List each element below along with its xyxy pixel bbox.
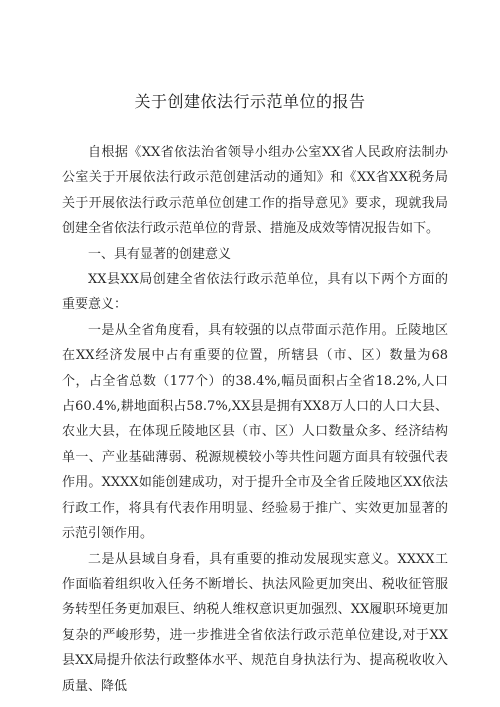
body-paragraph: 一是从全省角度看，具有较强的以点带面示范作用。丘陵地区在XX经济发展中占有重要的位置，所辖县（市、区）数量为68个，占全省总数（177个）的38.4%,幅员面积占全省18.2%,人口占60.4%,耕地面积占58.7%,XX县是拥有XX8万人口的人口大县、农业大县，在体现丘陵地区县（市、区）人口数量众多、经济结构单一、产业基础薄弱、税源规模较小等共性问题方面具有较强代表作用。XXXX如能创建成功，对于提升全市及全省丘陵地区XX依法行政工作，将具有代表作用明显、经验易于推广、实效更加显著的示范引领作用。 <box>62 322 448 542</box>
body-paragraph: XX县XX局创建全省依法行政示范单位，具有以下两个方面的重要意义： <box>62 272 448 313</box>
section-heading: 一、具有显著的创建意义 <box>88 246 232 262</box>
body-paragraph: 二是从县域自身看，具有重要的推动发展现实意义。XXXX工作面临着组织收入任务不断增长、执法风险更加突出、税收征管服务转型任务更加艰巨、纳税人维权意识更加强烈、XX履职环境更加复杂的严峻形势，进一步推进全省依法行政示范单位建设,对于XX县XX局提升依法行政整体水平、规范自身执法行为、提高税收收入质量、降低 <box>62 551 448 694</box>
intro-paragraph: 自根据《XX省依法治省领导小组办公室XX省人民政府法制办公室关于开展依法行政示范创建活动的通知》和《XX省XX税务局关于开展依法行政示范单位创建工作的指导意见》要求，现就我局创建全省依法行政示范单位的背景、措施及成效等情况报告如下。 <box>62 145 448 237</box>
document-body <box>62 140 448 699</box>
document-title: 关于创建依法行示范单位的报告 <box>134 92 366 111</box>
